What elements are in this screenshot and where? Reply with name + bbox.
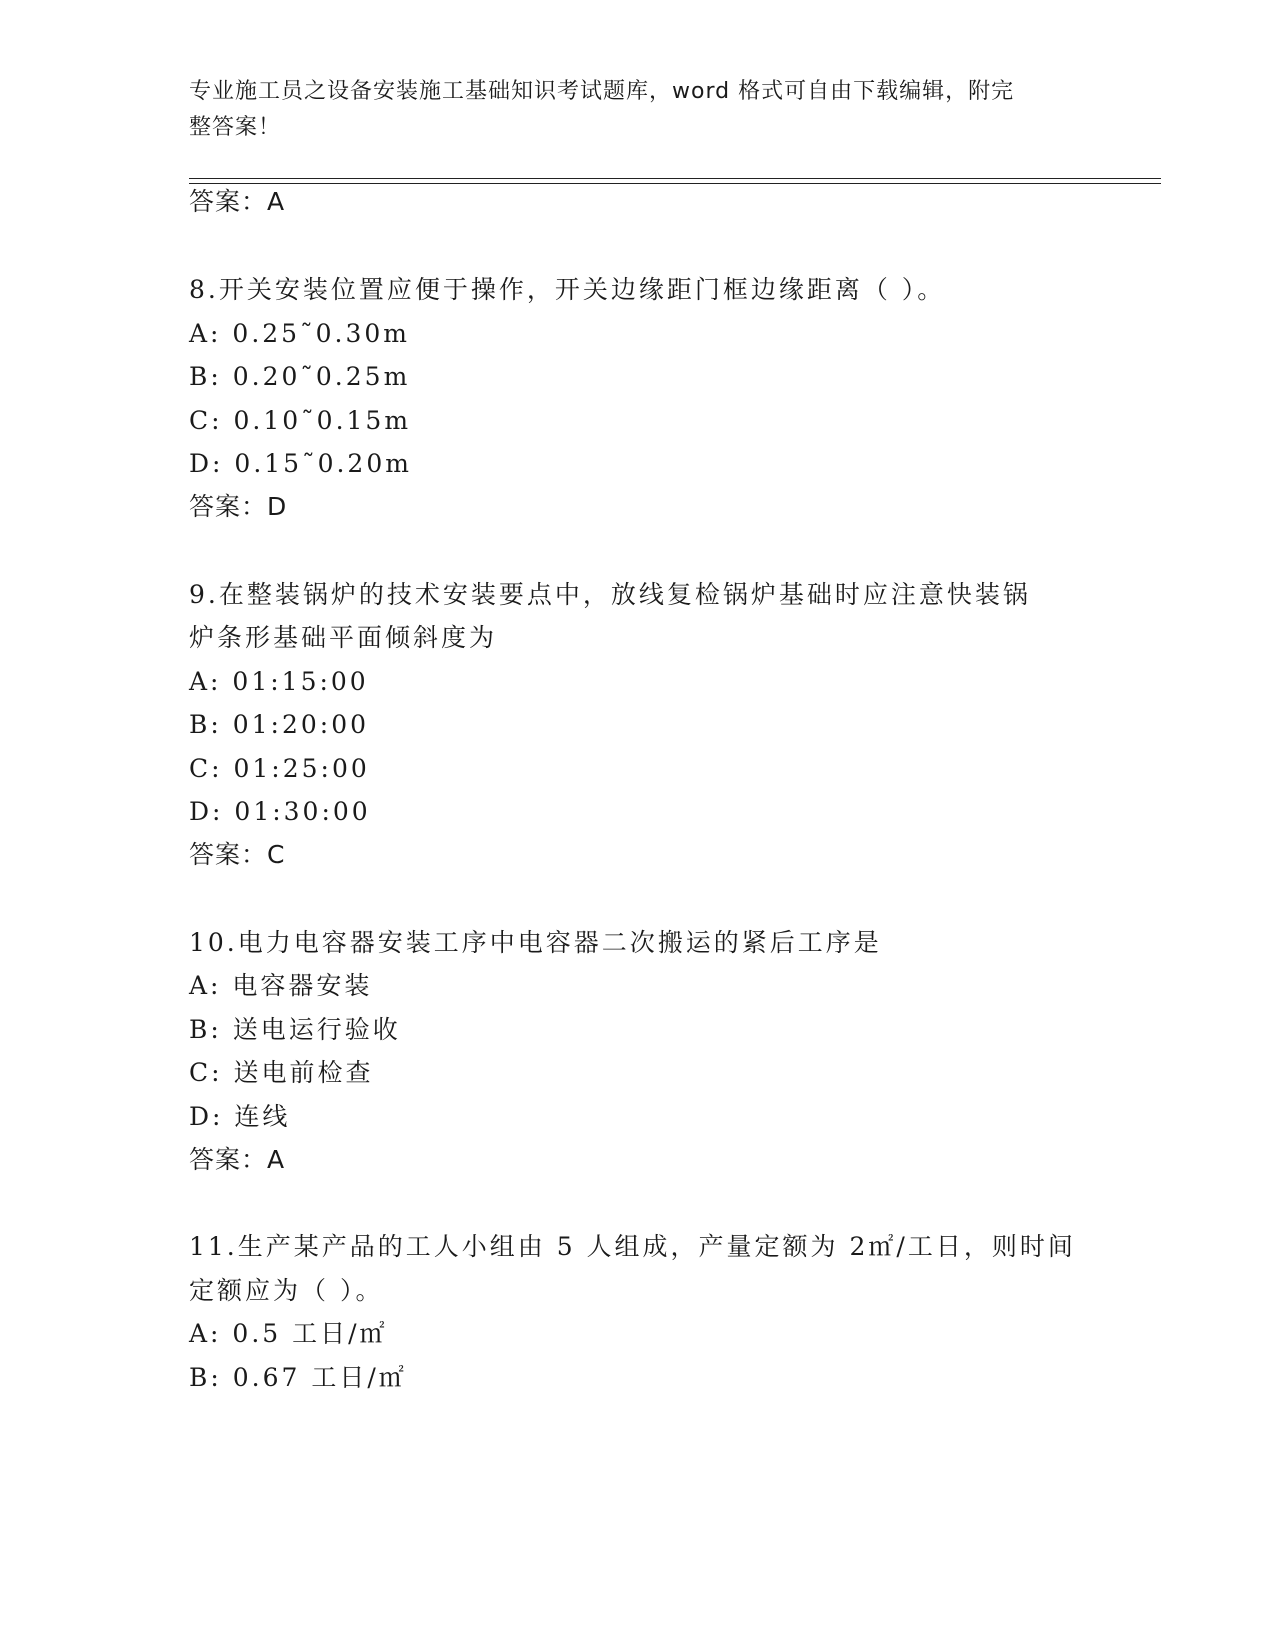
question-9-answer: 答案：C [189,840,286,869]
question-11-stem-line-2: 定额应为（ ）。 [189,1276,384,1305]
question-8-option-c: C: 0.10˜0.15m [189,406,412,435]
question-9-stem-line-2: 炉条形基础平面倾斜度为 [189,623,498,652]
question-10-option-d: D: 连线 [189,1102,291,1131]
question-8-stem: 8.开关安装位置应便于操作，开关边缘距门框边缘距离（ ）。 [189,275,946,304]
question-11-option-a: A: 0.5 工日/㎡ [189,1319,388,1348]
question-9-stem-line-1: 9.在整装锅炉的技术安装要点中，放线复检锅炉基础时应注意快装锅 [189,580,1031,609]
question-9-option-b: B: 01:20:00 [189,710,370,739]
question-9-option-d: D: 01:30:00 [189,797,371,826]
question-10-option-a: A: 电容器安装 [189,971,373,1000]
question-10-stem: 10.电力电容器安装工序中电容器二次搬运的紧后工序是 [189,928,882,957]
question-10-option-b: B: 送电运行验收 [189,1015,401,1044]
question-8-option-d: D: 0.15˜0.20m [189,449,412,478]
header-line-1: 专业施工员之设备安装施工基础知识考试题库，word 格式可自由下载编辑，附完 [189,79,1015,104]
question-11-option-b: B: 0.67 工日/㎡ [189,1363,407,1392]
header-divider-top [189,178,1161,179]
question-10-answer: 答案：A [189,1145,286,1174]
prev-answer: 答案：A [189,187,286,216]
question-8-option-a: A: 0.25˜0.30m [189,319,410,348]
question-10-option-c: C: 送电前检查 [189,1058,374,1087]
question-11-stem-line-1: 11.生产某产品的工人小组由 5 人组成，产量定额为 2㎡/工日，则时间 [189,1232,1076,1261]
header-divider-bottom [189,183,1161,184]
document-header [189,74,1089,146]
question-9-option-a: A: 01:15:00 [189,667,369,696]
question-9-option-c: C: 01:25:00 [189,754,370,783]
question-8-answer: 答案：D [189,492,288,521]
header-line-2: 整答案！ [189,115,282,140]
question-8-option-b: B: 0.20˜0.25m [189,362,411,391]
